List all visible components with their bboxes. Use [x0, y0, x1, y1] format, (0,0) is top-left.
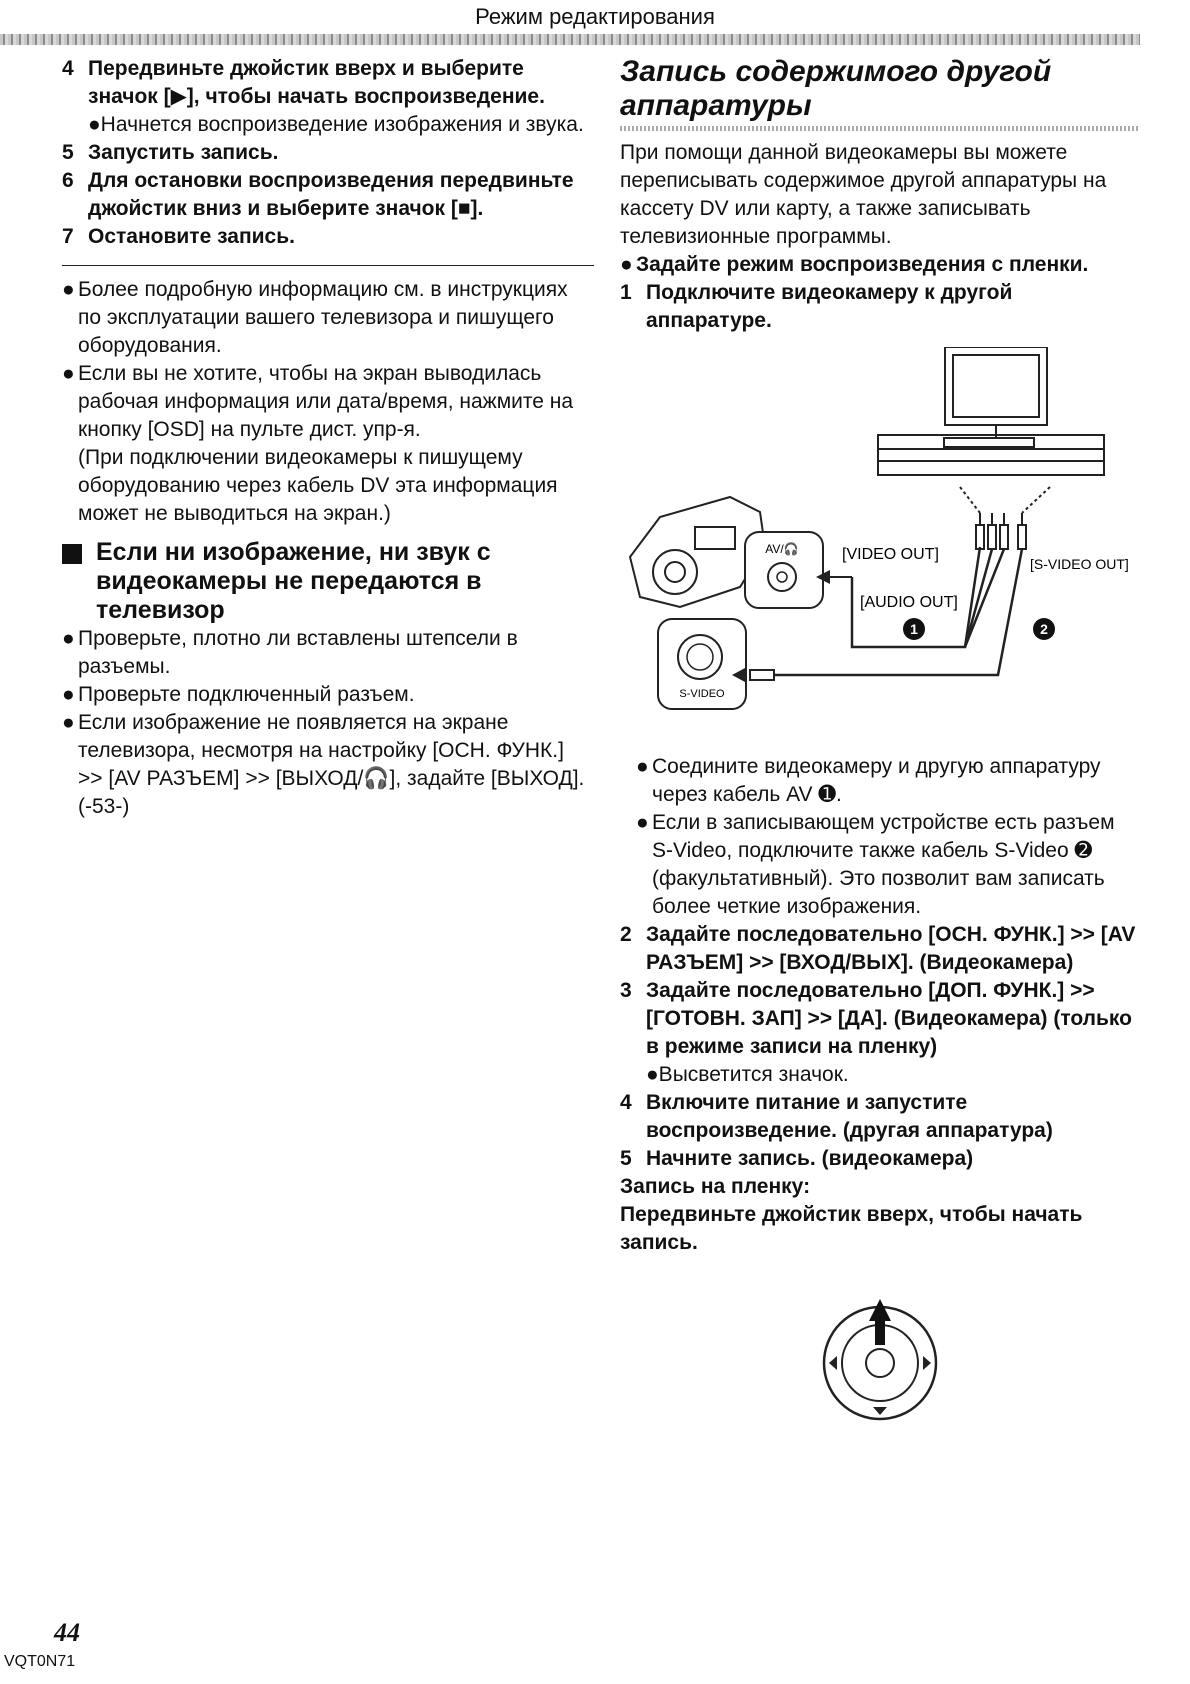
tape-label: Запись на пленку:: [620, 1175, 811, 1198]
page-number: 44: [54, 1618, 80, 1647]
step1-bullet: ● Если в записывающем устройстве есть разъем S-Video, подключите также кабель S-Video ➋ (факультативный). Это позволит вам записать более четкие изображения.: [636, 811, 1115, 918]
step-2: 2 Задайте последовательно [ОСН. ФУНК.] >> [AV РАЗЪЕМ] >> [ВХОД/ВЫХ]. (Видеокамера): [620, 923, 1136, 974]
note-item: ● Более подробную информацию см. в инструкциях по эксплуатации вашего телевизора и пишущего оборудования.: [62, 278, 568, 357]
title-rule: [620, 126, 1140, 131]
square-bullet-icon: [62, 544, 82, 564]
connection-diagram: [620, 347, 1140, 747]
joystick-icon: [815, 1295, 945, 1425]
section-bullet: ● Если изображение не появляется на экране телевизора, несмотря на настройку [ОСН. ФУНК.] >> [AV РАЗЪЕМ] >> [ВЫХОД/🎧], задайте [ВЫХОД]. (-53-): [62, 711, 585, 818]
divider: [62, 265, 594, 266]
right-column: [620, 55, 1140, 1425]
section-bullet: ● Проверьте подключенный разъем.: [62, 683, 415, 706]
intro-text: При помощи данной видеокамеры вы можете переписывать содержимое другой аппаратуры на кассету DV или карту, а также записывать телевизионные программы.: [620, 141, 1107, 248]
step-3: 3 Задайте последовательно [ДОП. ФУНК.] >> [ГОТОВН. ЗАП] >> [ДА]. (Видеокамера) (только в режиме записи на пленку): [620, 979, 1132, 1058]
step-4: 4 Передвиньте джойстик вверх и выберите значок [▶], чтобы начать воспроизведение.: [62, 57, 545, 108]
note-paren: (При подключении видеокамеры к пишущему оборудованию через кабель DV эта информация может не выводиться на экран.): [78, 446, 558, 525]
marker-1: [903, 618, 925, 640]
step-7: 7 Остановите запись.: [62, 225, 295, 248]
note-item: ● Если вы не хотите, чтобы на экран выводилась рабочая информация или дата/время, нажмите на кнопку [OSD] на пульте дист. упр-я.: [62, 362, 574, 441]
step-1: 1 Подключите видеокамеру к другой аппаратуре.: [620, 281, 1013, 332]
marker-2: [1033, 618, 1055, 640]
av-jack-callout: [745, 532, 852, 608]
plug-icon: [960, 487, 1050, 549]
svg-text:AV/🎧: AV/🎧: [765, 542, 799, 556]
model-code: VQT0N71: [4, 1653, 76, 1670]
section-bullet: ● Проверьте, плотно ли вставлены штепсели в разъемы.: [62, 627, 518, 678]
recorder-icon: [878, 435, 1104, 475]
left-column: [62, 55, 594, 821]
header-band: [0, 34, 1140, 45]
svideo-jack-callout: [658, 619, 774, 709]
label-audio-out: [AUDIO OUT]: [860, 594, 958, 611]
svg-text:2: 2: [1040, 621, 1048, 637]
svg-text:1: 1: [910, 621, 918, 637]
section-title: Запись содержимого другой аппаратуры: [620, 55, 1052, 122]
step-4-note: ●Начнется воспроизведение изображения и звука.: [88, 113, 584, 136]
intro-bullet: ● Задайте режим воспроизведения с пленки.: [620, 253, 1089, 276]
step-6: 6 Для остановки воспроизведения передвиньте джойстик вниз и выберите значок [■].: [62, 169, 574, 220]
svg-text:S-VIDEO: S-VIDEO: [679, 688, 725, 700]
step-4-right: 4 Включите питание и запустите воспроизведение. (другая аппаратура): [620, 1091, 1053, 1142]
tv-icon: [945, 347, 1047, 439]
tape-text: Передвиньте джойстик вверх, чтобы начать запись.: [620, 1203, 1083, 1254]
label-video-out: [VIDEO OUT]: [842, 546, 939, 563]
step1-bullet: ● Соедините видеокамеру и другую аппаратуру через кабель AV ➊.: [636, 755, 1101, 806]
step-5-right: 5 Начните запись. (видеокамера): [620, 1147, 974, 1170]
page-header: Режим редактирования: [475, 4, 715, 29]
label-s-video-out: [S-VIDEO OUT]: [1030, 556, 1129, 572]
step-3-note: ●Высветится значок.: [646, 1063, 849, 1086]
section-heading: Если ни изображение, ни звук с видеокамеры не передаются в телевизор: [62, 538, 594, 625]
step-5: 5 Запустить запись.: [62, 141, 279, 164]
